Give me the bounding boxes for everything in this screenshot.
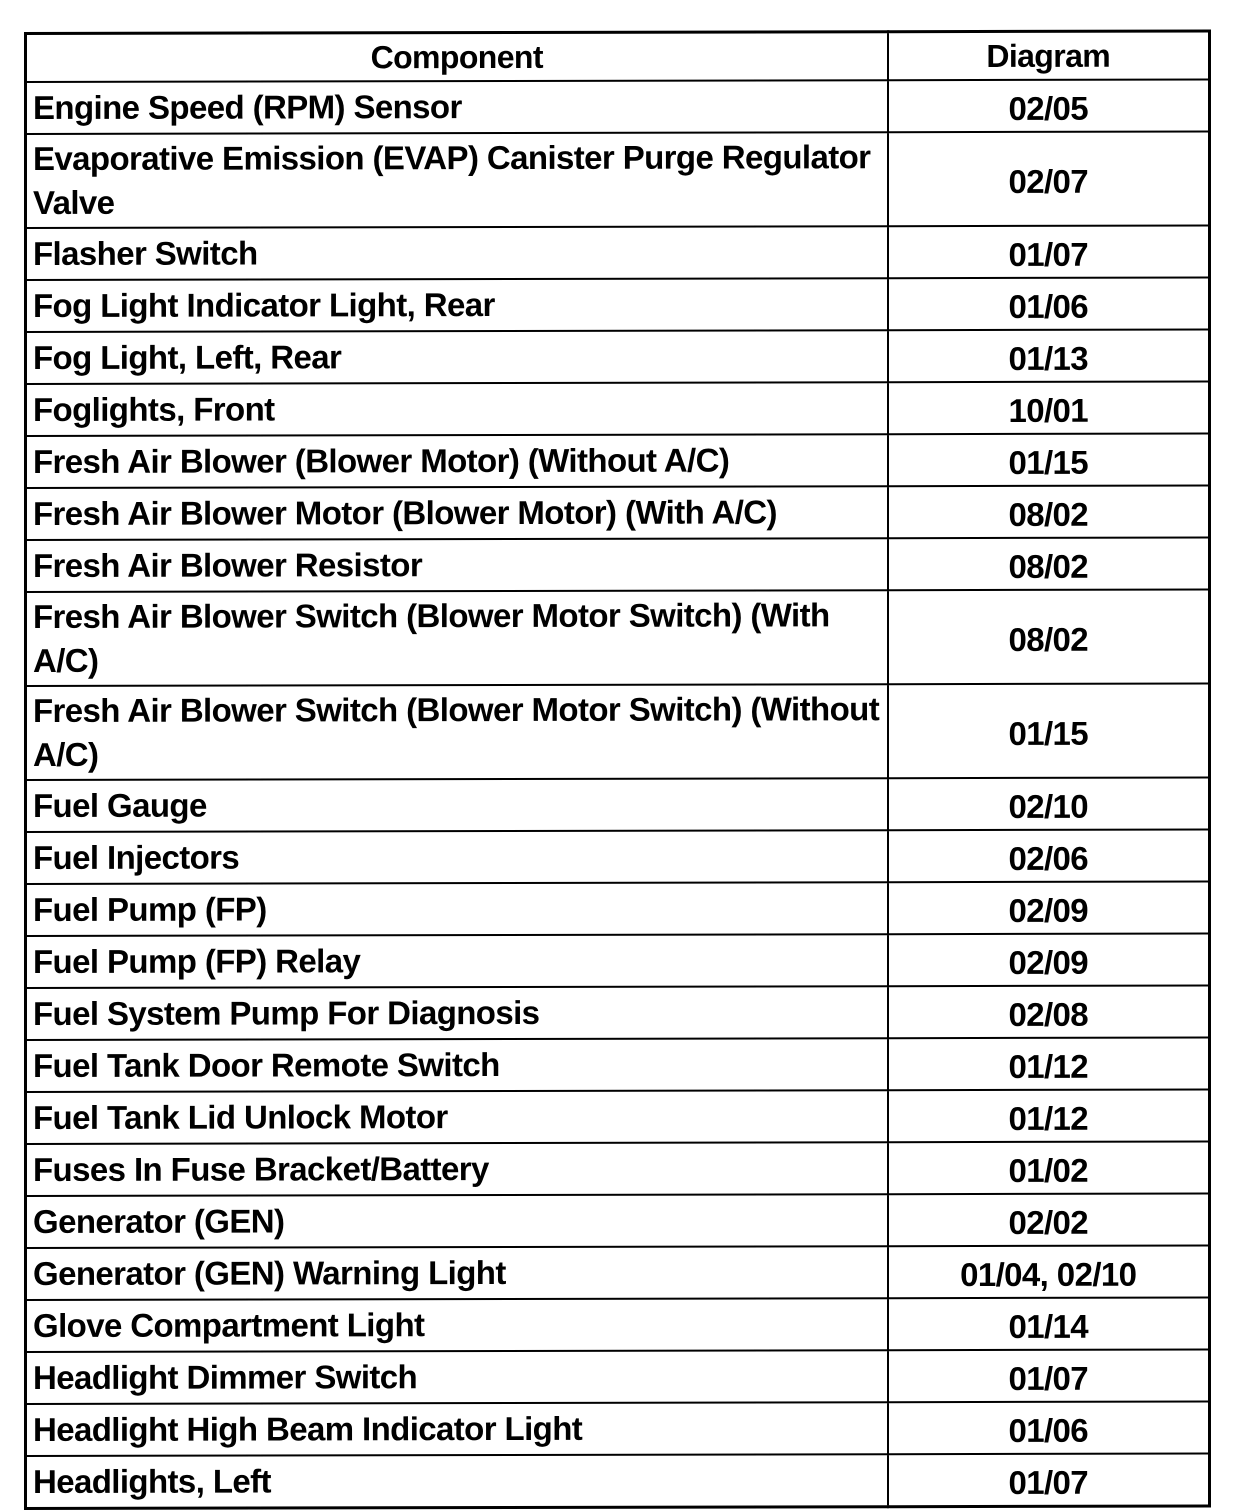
table-row	[26, 382, 1210, 436]
diagram-cell: 08/02	[888, 590, 1210, 685]
component-cell: Fresh Air Blower Motor (Blower Motor) (With A/C)	[26, 486, 888, 540]
component-cell: Fuel System Pump For Diagnosis	[26, 986, 888, 1040]
table-row	[26, 330, 1210, 384]
diagram-cell: 01/15	[888, 684, 1210, 779]
component-diagram-table-container	[24, 30, 1208, 1510]
diagram-cell: 01/06	[888, 278, 1210, 331]
table-header-row	[26, 31, 1210, 82]
component-cell: Headlight High Beam Indicator Light	[26, 1402, 888, 1456]
diagram-cell: 01/07	[888, 1350, 1210, 1403]
diagram-cell: 08/02	[888, 486, 1210, 539]
table-row	[26, 1454, 1210, 1509]
diagram-cell: 02/02	[888, 1194, 1210, 1247]
component-cell: Fog Light Indicator Light, Rear	[26, 278, 888, 332]
component-cell: Fuel Pump (FP)	[26, 882, 888, 936]
table-row	[26, 1298, 1210, 1352]
table-row	[26, 934, 1210, 988]
diagram-cell: 10/01	[888, 382, 1210, 435]
table-row	[26, 538, 1210, 592]
component-cell: Fuel Injectors	[26, 830, 888, 884]
diagram-cell: 01/02	[888, 1142, 1210, 1195]
diagram-cell: 01/14	[888, 1298, 1210, 1351]
table-row	[26, 1194, 1210, 1248]
diagram-cell: 02/05	[888, 80, 1210, 133]
header-component: Component	[26, 32, 888, 82]
diagram-cell: 01/15	[888, 434, 1210, 487]
table-row	[26, 986, 1210, 1040]
component-cell: Fog Light, Left, Rear	[26, 330, 888, 384]
component-cell: Fuel Tank Door Remote Switch	[26, 1038, 888, 1092]
diagram-cell: 01/12	[888, 1090, 1210, 1143]
component-cell: Fresh Air Blower Switch (Blower Motor Switch) (With A/C)	[26, 590, 888, 686]
component-cell: Fuses In Fuse Bracket/Battery	[26, 1142, 888, 1196]
diagram-cell: 01/07	[888, 1454, 1210, 1507]
component-cell: Fresh Air Blower Resistor	[26, 538, 888, 592]
component-cell: Glove Compartment Light	[26, 1298, 888, 1352]
component-cell: Headlights, Left	[26, 1454, 888, 1508]
table-row	[26, 1350, 1210, 1404]
component-cell: Fuel Pump (FP) Relay	[26, 934, 888, 988]
table-row	[26, 882, 1210, 936]
diagram-cell: 01/13	[888, 330, 1210, 383]
component-cell: Fuel Tank Lid Unlock Motor	[26, 1090, 888, 1144]
diagram-cell: 01/07	[888, 226, 1210, 279]
diagram-cell: 02/06	[888, 830, 1210, 883]
component-cell: Fuel Gauge	[26, 778, 888, 832]
table-row	[26, 590, 1210, 686]
component-cell: Flasher Switch	[26, 226, 888, 280]
table-row	[26, 434, 1210, 488]
diagram-cell: 01/12	[888, 1038, 1210, 1091]
component-cell: Generator (GEN)	[26, 1194, 888, 1248]
diagram-cell: 01/06	[888, 1402, 1210, 1455]
component-cell: Evaporative Emission (EVAP) Canister Purge Regulator Valve	[26, 132, 888, 228]
component-diagram-table	[24, 30, 1211, 1510]
component-cell: Headlight Dimmer Switch	[26, 1350, 888, 1404]
table-row	[26, 1038, 1210, 1092]
table-row	[26, 80, 1210, 134]
table-row	[26, 226, 1210, 280]
table-row	[26, 1246, 1210, 1300]
table-row	[26, 132, 1210, 228]
diagram-cell: 02/09	[888, 934, 1210, 987]
table-row	[26, 1142, 1210, 1196]
table-row	[26, 1090, 1210, 1144]
diagram-cell: 02/10	[888, 778, 1210, 831]
table-row	[26, 278, 1210, 332]
diagram-cell: 01/04, 02/10	[888, 1246, 1210, 1299]
component-cell: Generator (GEN) Warning Light	[26, 1246, 888, 1300]
table-row	[26, 830, 1210, 884]
table-row	[26, 486, 1210, 540]
component-cell: Foglights, Front	[26, 382, 888, 436]
diagram-cell: 02/09	[888, 882, 1210, 935]
header-diagram: Diagram	[888, 31, 1210, 80]
table-row	[26, 684, 1210, 780]
component-cell: Engine Speed (RPM) Sensor	[26, 80, 888, 134]
diagram-cell: 02/08	[888, 986, 1210, 1039]
table-row	[26, 778, 1210, 832]
diagram-cell: 08/02	[888, 538, 1210, 591]
component-cell: Fresh Air Blower Switch (Blower Motor Switch) (Without A/C)	[26, 684, 888, 780]
diagram-cell: 02/07	[888, 132, 1210, 227]
component-cell: Fresh Air Blower (Blower Motor) (Without A/C)	[26, 434, 888, 488]
table-row	[26, 1402, 1210, 1456]
